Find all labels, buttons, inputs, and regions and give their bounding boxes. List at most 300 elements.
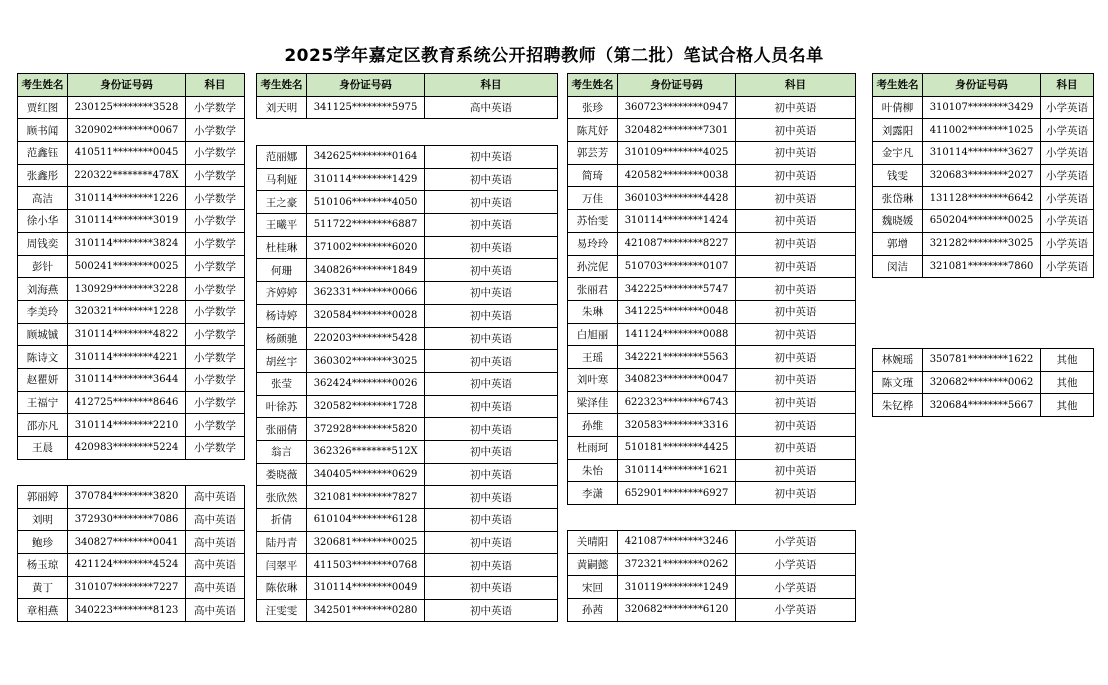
candidate-name: 刘叶寒 (568, 368, 618, 391)
candidate-name: 徐小华 (18, 210, 68, 233)
candidate-name: 陈芃妤 (568, 119, 618, 142)
subject: 小学数学 (186, 96, 245, 119)
table-row (257, 146, 558, 169)
subject: 小学数学 (186, 368, 245, 391)
table-header-row (873, 74, 1094, 97)
subject: 小学数学 (186, 437, 245, 460)
candidate-name: 朱钇桦 (873, 394, 923, 417)
table-row (18, 414, 245, 437)
id-number: 362331********0066 (307, 282, 425, 305)
candidate-name: 张莹 (257, 372, 307, 395)
candidate-name: 闫翠平 (257, 554, 307, 577)
subject: 其他 (1041, 371, 1094, 394)
table-row (568, 323, 856, 346)
subject: 小学英语 (736, 531, 856, 554)
candidate-name: 鲍珍 (18, 531, 68, 554)
candidate-name: 叶倩柳 (873, 96, 923, 119)
subject: 初中英语 (736, 414, 856, 437)
subject: 小学英语 (1041, 142, 1094, 165)
table-header-row (257, 74, 558, 97)
table-row (257, 463, 558, 486)
table-row (18, 210, 245, 233)
table-header-row (568, 74, 856, 97)
id-number: 320321********1228 (68, 300, 186, 323)
id-number: 410511********0045 (68, 142, 186, 165)
candidate-name: 李美玲 (18, 300, 68, 323)
candidate-name: 高洁 (18, 187, 68, 210)
table-row (873, 210, 1094, 233)
header-subject: 科目 (425, 74, 558, 97)
id-number: 420582********0038 (618, 164, 736, 187)
subject: 初中英语 (736, 278, 856, 301)
subject: 初中英语 (425, 372, 558, 395)
table-row (257, 282, 558, 305)
id-number: 310114********4221 (68, 346, 186, 369)
id-number: 650204********0025 (923, 210, 1041, 233)
id-number: 310114********0049 (307, 577, 425, 600)
subject: 小学数学 (186, 119, 245, 142)
subject: 初中英语 (425, 304, 558, 327)
subject: 小学英语 (1041, 164, 1094, 187)
id-number: 341225********0048 (618, 300, 736, 323)
candidate-name: 杨诗婷 (257, 304, 307, 327)
table-row (257, 327, 558, 350)
id-number: 341125********5975 (307, 96, 425, 119)
candidate-name: 郭增 (873, 232, 923, 255)
id-number: 310114********3019 (68, 210, 186, 233)
candidate-name: 万佳 (568, 187, 618, 210)
subject: 初中英语 (736, 119, 856, 142)
candidate-name: 王晨 (18, 437, 68, 460)
id-number: 411503********0768 (307, 554, 425, 577)
candidate-name: 杨颜驰 (257, 327, 307, 350)
candidate-name: 陈依琳 (257, 577, 307, 600)
id-number: 320582********1728 (307, 395, 425, 418)
table-row (568, 187, 856, 210)
candidate-name: 胡丝宇 (257, 350, 307, 373)
subject: 初中英语 (425, 259, 558, 282)
subject: 初中英语 (425, 350, 558, 373)
table-row (257, 259, 558, 282)
table-row (18, 508, 245, 531)
candidate-table (567, 530, 856, 622)
id-number: 310114********3644 (68, 368, 186, 391)
header-id-number: 身份证号码 (307, 74, 425, 97)
id-number: 320683********2027 (923, 164, 1041, 187)
table-row (568, 576, 856, 599)
id-number: 320902********0067 (68, 119, 186, 142)
candidate-table (17, 73, 245, 460)
candidate-name: 顾城铖 (18, 323, 68, 346)
id-number: 420983********5224 (68, 437, 186, 460)
table-row (873, 394, 1094, 417)
table-row (873, 255, 1094, 278)
table-row (568, 414, 856, 437)
table-row (18, 323, 245, 346)
candidate-table (567, 73, 856, 505)
subject: 初中英语 (425, 191, 558, 214)
candidate-name: 张岱琳 (873, 187, 923, 210)
candidate-name: 简琦 (568, 164, 618, 187)
table-row (568, 164, 856, 187)
candidate-name: 陆丹青 (257, 531, 307, 554)
id-number: 411002********1025 (923, 119, 1041, 142)
candidate-name: 魏晓媛 (873, 210, 923, 233)
candidate-name: 孙浣伲 (568, 255, 618, 278)
id-number: 372928********5820 (307, 418, 425, 441)
id-number: 652901********6927 (618, 482, 736, 505)
candidate-name: 郭芸芳 (568, 142, 618, 165)
subject: 高中英语 (186, 554, 245, 577)
id-number: 372930********7086 (68, 508, 186, 531)
candidate-name: 顾书闻 (18, 119, 68, 142)
subject: 高中英语 (425, 96, 558, 119)
table-row (18, 368, 245, 391)
subject: 小学英语 (736, 553, 856, 576)
table-row (257, 350, 558, 373)
subject: 高中英语 (186, 576, 245, 599)
candidate-name: 黄嗣懿 (568, 553, 618, 576)
table-row (18, 486, 245, 509)
id-number: 370784********3820 (68, 486, 186, 509)
subject: 初中英语 (425, 418, 558, 441)
candidate-name: 何珊 (257, 259, 307, 282)
table-row (873, 96, 1094, 119)
subject: 初中英语 (736, 96, 856, 119)
id-number: 320583********3316 (618, 414, 736, 437)
subject: 初中英语 (736, 210, 856, 233)
candidate-name: 王福宁 (18, 391, 68, 414)
id-number: 320482********7301 (618, 119, 736, 142)
id-number: 310119********1249 (618, 576, 736, 599)
subject: 小学英语 (1041, 96, 1094, 119)
id-number: 510181********4425 (618, 437, 736, 460)
page-title: 2025学年嘉定区教育系统公开招聘教师（第二批）笔试合格人员名单 (284, 46, 824, 66)
subject: 小学数学 (186, 210, 245, 233)
subject: 小学数学 (186, 232, 245, 255)
id-number: 421087********8227 (618, 232, 736, 255)
candidate-name: 叶徐苏 (257, 395, 307, 418)
candidate-table (872, 73, 1094, 278)
table-row (18, 346, 245, 369)
table-row (568, 437, 856, 460)
subject: 初中英语 (425, 236, 558, 259)
subject: 初中英语 (425, 440, 558, 463)
id-number: 310114********1429 (307, 168, 425, 191)
subject: 小学英语 (1041, 187, 1094, 210)
table-row (873, 371, 1094, 394)
table-row (568, 119, 856, 142)
subject: 初中英语 (425, 531, 558, 554)
id-number: 342225********5747 (618, 278, 736, 301)
subject: 初中英语 (736, 346, 856, 369)
id-number: 342221********5563 (618, 346, 736, 369)
table-row (18, 255, 245, 278)
candidate-name: 刘天明 (257, 96, 307, 119)
candidate-name: 孙茜 (568, 599, 618, 622)
table-row (18, 142, 245, 165)
candidate-name: 梁泽佳 (568, 391, 618, 414)
subject: 其他 (1041, 394, 1094, 417)
table-row (257, 599, 558, 622)
table-row (257, 236, 558, 259)
candidate-name: 白旭丽 (568, 323, 618, 346)
table-row (568, 278, 856, 301)
id-number: 320682********0062 (923, 371, 1041, 394)
candidate-name: 刘露阳 (873, 119, 923, 142)
candidate-name: 孙维 (568, 414, 618, 437)
candidate-name: 范鑫钰 (18, 142, 68, 165)
subject: 小学数学 (186, 187, 245, 210)
table-row (873, 119, 1094, 142)
id-number: 310109********4025 (618, 142, 736, 165)
header-candidate-name: 考生姓名 (568, 74, 618, 97)
subject: 初中英语 (736, 255, 856, 278)
table-row (18, 96, 245, 119)
subject: 初中英语 (736, 164, 856, 187)
id-number: 372321********0262 (618, 553, 736, 576)
candidate-name: 范丽娜 (257, 146, 307, 169)
table-row (18, 391, 245, 414)
table-row (568, 210, 856, 233)
subject: 初中英语 (736, 391, 856, 414)
candidate-name: 杨玉琼 (18, 554, 68, 577)
subject: 小学数学 (186, 346, 245, 369)
id-number: 360103********4428 (618, 187, 736, 210)
subject: 初中英语 (425, 463, 558, 486)
id-number: 340826********1849 (307, 259, 425, 282)
subject: 初中英语 (736, 187, 856, 210)
subject: 初中英语 (425, 577, 558, 600)
candidate-name: 翁言 (257, 440, 307, 463)
id-number: 310114********1424 (618, 210, 736, 233)
candidate-name: 杜桂琳 (257, 236, 307, 259)
table-row (873, 232, 1094, 255)
table-row (568, 142, 856, 165)
id-number: 412725********8646 (68, 391, 186, 414)
candidate-name: 汪雯雯 (257, 599, 307, 622)
subject: 小学数学 (186, 391, 245, 414)
id-number: 362424********0026 (307, 372, 425, 395)
id-number: 310114********3627 (923, 142, 1041, 165)
table-row (257, 214, 558, 237)
table-row (18, 531, 245, 554)
candidate-name: 郭丽婷 (18, 486, 68, 509)
subject: 初中英语 (736, 482, 856, 505)
table-row (257, 168, 558, 191)
subject: 初中英语 (425, 599, 558, 622)
candidate-table (17, 485, 245, 622)
candidate-name: 朱怡 (568, 459, 618, 482)
id-number: 360302********3025 (307, 350, 425, 373)
id-number: 310114********4822 (68, 323, 186, 346)
id-number: 340223********8123 (68, 599, 186, 622)
id-number: 421124********4524 (68, 554, 186, 577)
id-number: 310107********7227 (68, 576, 186, 599)
id-number: 610104********6128 (307, 509, 425, 532)
subject: 小学数学 (186, 323, 245, 346)
id-number: 340823********0047 (618, 368, 736, 391)
id-number: 320681********0025 (307, 531, 425, 554)
candidate-name: 易玲玲 (568, 232, 618, 255)
table-row (568, 300, 856, 323)
table-row (568, 255, 856, 278)
candidate-name: 马利娅 (257, 168, 307, 191)
id-number: 230125********3528 (68, 96, 186, 119)
header-id-number: 身份证号码 (68, 74, 186, 97)
subject: 初中英语 (736, 368, 856, 391)
subject: 小学英语 (1041, 255, 1094, 278)
table-row (18, 278, 245, 301)
table-row (257, 418, 558, 441)
subject: 小学数学 (186, 142, 245, 165)
candidate-name: 闵洁 (873, 255, 923, 278)
subject: 初中英语 (736, 142, 856, 165)
subject: 初中英语 (425, 509, 558, 532)
table-row (568, 368, 856, 391)
table-row (873, 142, 1094, 165)
id-number: 310114********1621 (618, 459, 736, 482)
subject: 初中英语 (425, 168, 558, 191)
table-row (257, 191, 558, 214)
subject: 小学英语 (736, 576, 856, 599)
table-row (18, 300, 245, 323)
candidate-name: 苏怡雯 (568, 210, 618, 233)
id-number: 421087********3246 (618, 531, 736, 554)
subject: 高中英语 (186, 599, 245, 622)
id-number: 510703********0107 (618, 255, 736, 278)
subject: 初中英语 (425, 486, 558, 509)
candidate-name: 王瑶 (568, 346, 618, 369)
candidate-name: 王曦平 (257, 214, 307, 237)
candidate-name: 邵亦凡 (18, 414, 68, 437)
table-row (568, 459, 856, 482)
header-id-number: 身份证号码 (923, 74, 1041, 97)
header-candidate-name: 考生姓名 (257, 74, 307, 97)
table-row (568, 553, 856, 576)
subject: 初中英语 (425, 554, 558, 577)
candidate-name: 张丽君 (568, 278, 618, 301)
id-number: 371002********6020 (307, 236, 425, 259)
candidate-table (256, 145, 558, 622)
table-row (18, 599, 245, 622)
subject: 小学数学 (186, 278, 245, 301)
subject: 高中英语 (186, 531, 245, 554)
table-row (568, 482, 856, 505)
subject: 初中英语 (736, 232, 856, 255)
id-number: 310114********1226 (68, 187, 186, 210)
candidate-name: 黄丁 (18, 576, 68, 599)
subject: 小学数学 (186, 164, 245, 187)
subject: 其他 (1041, 349, 1094, 372)
candidate-name: 林婉瑶 (873, 349, 923, 372)
candidate-name: 折倩 (257, 509, 307, 532)
table-row (257, 395, 558, 418)
header-subject: 科目 (1041, 74, 1094, 97)
subject: 小学英语 (1041, 232, 1094, 255)
subject: 小学英语 (1041, 210, 1094, 233)
table-row (257, 96, 558, 119)
table-row (568, 391, 856, 414)
subject: 小学数学 (186, 255, 245, 278)
id-number: 320682********6120 (618, 599, 736, 622)
table-row (18, 437, 245, 460)
id-number: 321282********3025 (923, 232, 1041, 255)
candidate-name: 张丽倩 (257, 418, 307, 441)
table-row (257, 577, 558, 600)
header-id-number: 身份证号码 (618, 74, 736, 97)
subject: 初中英语 (425, 214, 558, 237)
id-number: 511722********6887 (307, 214, 425, 237)
subject: 高中英语 (186, 486, 245, 509)
table-row (18, 232, 245, 255)
table-row (873, 187, 1094, 210)
id-number: 130929********3228 (68, 278, 186, 301)
table-row (18, 164, 245, 187)
id-number: 310114********2210 (68, 414, 186, 437)
candidate-name: 关晴阳 (568, 531, 618, 554)
candidate-name: 张欣然 (257, 486, 307, 509)
table-row (568, 531, 856, 554)
id-number: 342625********0164 (307, 146, 425, 169)
table-row (257, 304, 558, 327)
id-number: 321081********7827 (307, 486, 425, 509)
candidate-name: 宋回 (568, 576, 618, 599)
candidate-name: 陈诗文 (18, 346, 68, 369)
candidate-name: 彭针 (18, 255, 68, 278)
subject: 初中英语 (425, 146, 558, 169)
id-number: 220203********5428 (307, 327, 425, 350)
table-row (873, 349, 1094, 372)
id-number: 340827********0041 (68, 531, 186, 554)
table-row (257, 554, 558, 577)
table-row (18, 119, 245, 142)
table-row (568, 599, 856, 622)
candidate-name: 张鑫彤 (18, 164, 68, 187)
id-number: 350781********1622 (923, 349, 1041, 372)
table-row (568, 232, 856, 255)
id-number: 340405********0629 (307, 463, 425, 486)
candidate-name: 刘海燕 (18, 278, 68, 301)
subject: 初中英语 (425, 395, 558, 418)
candidate-name: 贾红图 (18, 96, 68, 119)
candidate-table (256, 73, 558, 119)
candidate-name: 赵瞿妍 (18, 368, 68, 391)
id-number: 362326********512X (307, 440, 425, 463)
id-number: 342501********0280 (307, 599, 425, 622)
candidate-name: 娄晓薇 (257, 463, 307, 486)
candidate-name: 朱琳 (568, 300, 618, 323)
subject: 初中英语 (425, 327, 558, 350)
candidate-name: 齐婷婷 (257, 282, 307, 305)
candidate-name: 周钱奕 (18, 232, 68, 255)
candidate-table (872, 348, 1094, 417)
subject: 高中英语 (186, 508, 245, 531)
id-number: 500241********0025 (68, 255, 186, 278)
table-row (257, 486, 558, 509)
subject: 小学英语 (1041, 119, 1094, 142)
table-row (18, 576, 245, 599)
id-number: 320684********5667 (923, 394, 1041, 417)
table-row (257, 509, 558, 532)
id-number: 310114********3824 (68, 232, 186, 255)
subject: 初中英语 (736, 459, 856, 482)
table-row (18, 554, 245, 577)
id-number: 510106********4050 (307, 191, 425, 214)
id-number: 360723********0947 (618, 96, 736, 119)
subject: 小学数学 (186, 414, 245, 437)
id-number: 321081********7860 (923, 255, 1041, 278)
